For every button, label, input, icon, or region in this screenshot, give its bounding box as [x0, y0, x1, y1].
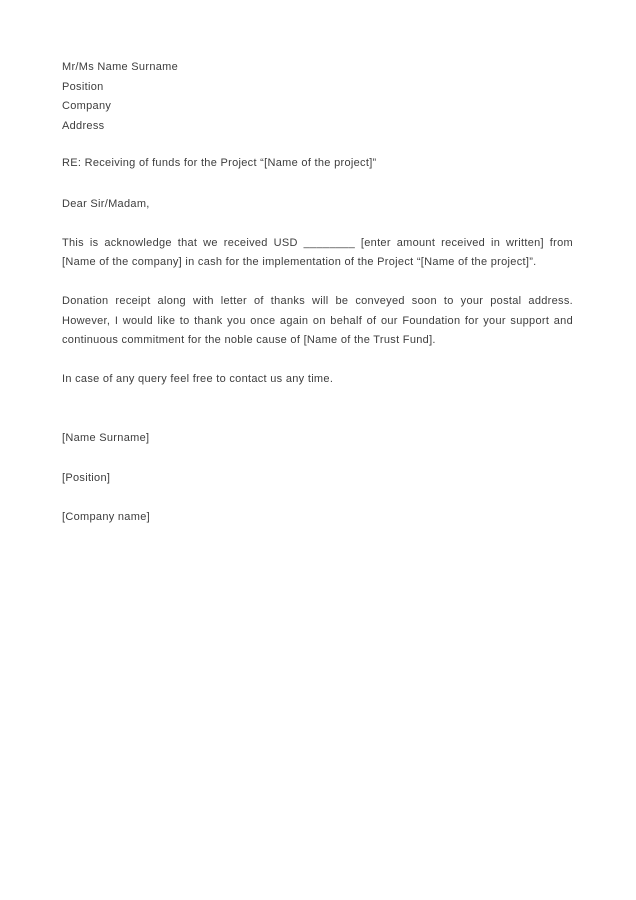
- signature-company-line: [Company name]: [62, 511, 150, 523]
- recipient-block: [62, 58, 573, 136]
- recipient-position-line: Position: [62, 80, 104, 93]
- signature-position-line: [Position]: [62, 472, 111, 484]
- salutation-line: Dear Sir/Madam,: [62, 197, 150, 210]
- paragraph-acknowledgement: This is acknowledge that we received USD ________ [enter amount received in written] from [Name of the company] in cash for the implementation of the Project “[Name of the project]”.: [62, 236, 573, 268]
- recipient-address-line: Address: [62, 119, 105, 132]
- recipient-company-line: Company: [62, 100, 112, 112]
- signature-name-line: [Name Surname]: [62, 432, 150, 444]
- subject-line: RE: Receiving of funds for the Project “[Name of the project]”: [62, 157, 377, 169]
- paragraph-thanks: Donation receipt along with letter of thanks will be conveyed soon to your postal address. However, I would like to thank you once again on behalf of our Foundation for your support and continuous commitment for the noble cause of [Name of the Trust Fund].: [62, 295, 573, 346]
- recipient-name-line: Mr/Ms Name Surname: [62, 61, 179, 73]
- signature-block: [62, 429, 573, 528]
- paragraph-contact: In case of any query feel free to contact us any time.: [62, 372, 334, 385]
